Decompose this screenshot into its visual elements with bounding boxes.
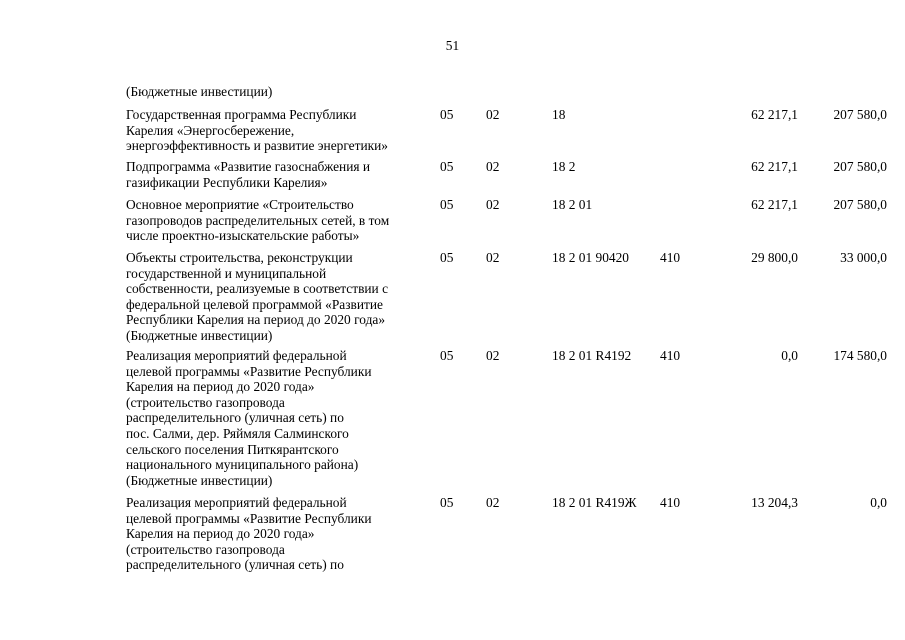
row-name-line: (Бюджетные инвестиции) bbox=[126, 327, 273, 343]
value2-cell: 207 580,0 bbox=[833, 107, 887, 122]
value2-cell: 0,0 bbox=[870, 495, 887, 510]
section-cell: 05 bbox=[440, 250, 454, 265]
page-number: 51 bbox=[445, 38, 460, 53]
row-name-line: федеральной целевой программой «Развитие bbox=[126, 296, 383, 312]
code-cell: 18 2 01 R419Ж bbox=[552, 495, 637, 510]
row-name-line: целевой программы «Развитие Республики bbox=[126, 510, 372, 526]
value2-cell: 207 580,0 bbox=[833, 159, 887, 174]
code-cell: 18 bbox=[552, 107, 566, 122]
row-name-line: сельского поселения Питкярантского bbox=[126, 441, 339, 457]
value1-cell: 13 204,3 bbox=[751, 495, 798, 510]
row-name-line: Реализация мероприятий федеральной bbox=[126, 348, 347, 363]
subsection-cell: 02 bbox=[486, 495, 500, 510]
value1-cell: 29 800,0 bbox=[751, 250, 798, 265]
row-name-line: Карелия на период до 2020 года» bbox=[126, 379, 315, 395]
row-name bbox=[126, 348, 432, 488]
value1-cell: 62 217,1 bbox=[751, 159, 798, 174]
row-name-line: Государственная программа Республики bbox=[126, 107, 357, 122]
subsection-cell: 02 bbox=[486, 348, 500, 363]
section-cell: 05 bbox=[440, 159, 454, 174]
row-name-line: газификации Республики Карелия» bbox=[126, 174, 328, 190]
row-name-line: (строительство газопровода bbox=[126, 394, 285, 410]
row-name bbox=[126, 159, 432, 190]
code-cell: 18 2 bbox=[552, 159, 576, 174]
row-name-line: Карелия «Энергосбережение, bbox=[126, 122, 295, 138]
value1-cell: 62 217,1 bbox=[751, 197, 798, 212]
row-name-line: Реализация мероприятий федеральной bbox=[126, 495, 347, 510]
row-name-line: Карелия на период до 2020 года» bbox=[126, 526, 315, 542]
row-name-line: национального муниципального района) bbox=[126, 457, 359, 473]
value2-cell: 207 580,0 bbox=[833, 197, 887, 212]
row-name bbox=[126, 107, 432, 154]
row-name-line: числе проектно-изыскательские работы» bbox=[126, 228, 360, 244]
row-name-line: распределительного (уличная сеть) по bbox=[126, 410, 344, 426]
subsection-cell: 02 bbox=[486, 197, 500, 212]
row-name-line: государственной и муниципальной bbox=[126, 265, 327, 281]
subsection-cell: 02 bbox=[486, 159, 500, 174]
kind-cell: 410 bbox=[660, 348, 681, 363]
section-cell: 05 bbox=[440, 107, 454, 122]
row-name-line: распределительного (уличная сеть) по bbox=[126, 557, 344, 573]
code-cell: 18 2 01 bbox=[552, 197, 593, 212]
row-name-line: Объекты строительства, реконструкции bbox=[126, 250, 353, 265]
row-name bbox=[126, 197, 432, 244]
row-name-line: собственности, реализуемые в соответствии с bbox=[126, 281, 389, 297]
row-name-line: газопроводов распределительных сетей, в том bbox=[126, 212, 390, 228]
section-cell: 05 bbox=[440, 348, 454, 363]
row-name bbox=[126, 495, 432, 573]
row-name-line: Основное мероприятие «Строительство bbox=[126, 197, 354, 212]
row-name-line: (Бюджетные инвестиции) bbox=[126, 472, 273, 488]
row-name-line: Подпрограмма «Развитие газоснабжения и bbox=[126, 159, 371, 174]
row-name-line: (строительство газопровода bbox=[126, 541, 285, 557]
kind-cell: 410 bbox=[660, 250, 681, 265]
kind-cell: 410 bbox=[660, 495, 681, 510]
value2-cell: 174 580,0 bbox=[833, 348, 887, 363]
row-name-line: целевой программы «Развитие Республики bbox=[126, 363, 372, 379]
code-cell: 18 2 01 R4192 bbox=[552, 348, 632, 363]
section-cell: 05 bbox=[440, 197, 454, 212]
subsection-cell: 02 bbox=[486, 250, 500, 265]
row-name bbox=[126, 250, 432, 344]
subsection-cell: 02 bbox=[486, 107, 500, 122]
row-name-line: пос. Салми, дер. Ряймяля Салминского bbox=[126, 425, 349, 441]
row-name-line: Республики Карелия на период до 2020 года» bbox=[126, 312, 386, 328]
value2-cell: 33 000,0 bbox=[840, 250, 887, 265]
section-cell: 05 bbox=[440, 495, 454, 510]
value1-cell: 62 217,1 bbox=[751, 107, 798, 122]
row-name-line: энергоэффективность и развитие энергетики» bbox=[126, 138, 389, 154]
value1-cell: 0,0 bbox=[781, 348, 798, 363]
code-cell: 18 2 01 90420 bbox=[552, 250, 629, 265]
top-note: (Бюджетные инвестиции) bbox=[126, 84, 273, 99]
